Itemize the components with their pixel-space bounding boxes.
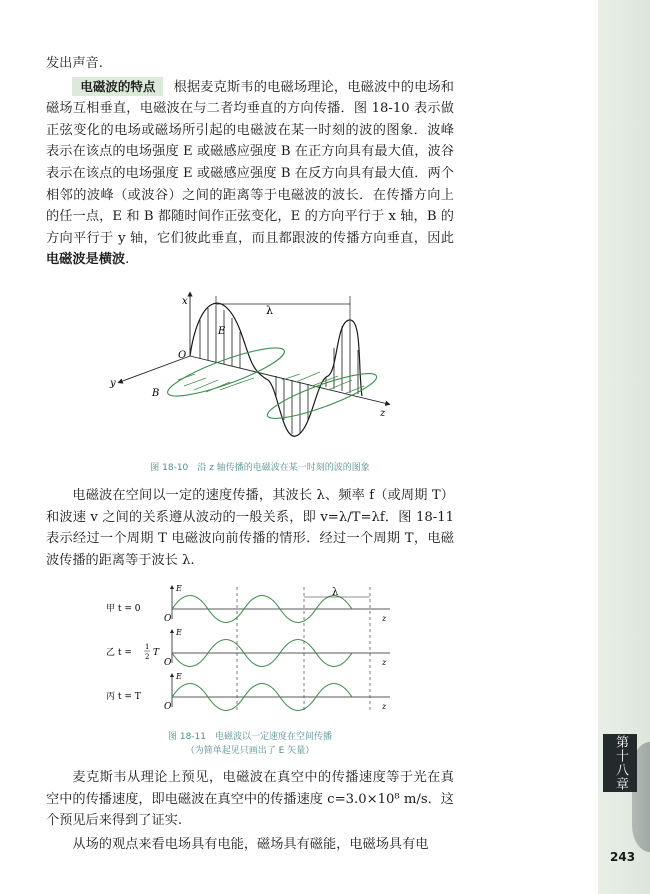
paragraph-text: 根据麦克斯韦的电磁场理论，电磁波中的电场和磁场互相垂直，电磁波在与二者均垂直的方向传播．图 18-10 表示做正弦变化的电场或磁场所引起的电磁波在某一时刻的波的图象．波峰表示在该点的电场强度 E 或磁感应强度 B 在正方向具有最大值，波谷表示在该点的电场强度 E 或磁感应强度 B 在反方向具有最大值．两个相邻的波峰（或波谷）之间的距离等于电磁波的波长．在传播方向上的任一点，E 和 B 都随时间作正弦变化，E 的方向平行于 x 轴，B 的方向平行于 y 轴，它们彼此垂直，而且都跟波的传播方向垂直，因此 [46, 79, 454, 246]
svg-text:z: z [382, 658, 387, 667]
axis-label-x: x [182, 296, 188, 307]
svg-text:2: 2 [145, 653, 150, 661]
paragraph-end: . [125, 252, 130, 268]
svg-text:z: z [382, 614, 387, 623]
row-thalfT-label-prefix: 乙 t = [106, 648, 132, 658]
paragraph-energy: 从场的观点来看电场具有电能，磁场具有磁能，电磁场具有电 [72, 836, 429, 852]
figure-18-11-caption-line2: （为简单起见只画出了 E 矢量） [185, 746, 315, 756]
text-block-middle [46, 485, 454, 571]
origin-label: O [178, 350, 187, 361]
paragraph-intro: 发出声音. [46, 56, 103, 71]
page-number: 243 [610, 850, 636, 864]
row-t0 [106, 585, 390, 624]
text-block-top [46, 53, 454, 271]
svg-text:E: E [176, 672, 182, 681]
magnetic-field-wave-2 [264, 366, 381, 426]
lambda-label: λ [266, 304, 273, 317]
text-block-bottom [46, 767, 454, 855]
axis-label-y: y [110, 378, 116, 389]
b-label: B [152, 388, 160, 399]
figure-18-11 [100, 585, 400, 715]
row-tT-label: 丙 t = T [106, 692, 141, 702]
svg-text:O: O [164, 658, 172, 668]
paragraph-em-wave-features [46, 77, 454, 271]
row-t0-label: 甲 t = 0 [106, 604, 141, 614]
row-thalfT [106, 628, 390, 668]
svg-text:E: E [176, 628, 182, 637]
paragraph-wave-speed: 电磁波在空间以一定的速度传播，其波长 λ、频率 f（或周期 T）和波速 v 之间的关系遵从波动的一般关系，即 v=λ/T=λf．图 18-11 表示经过一个周期 T 电磁波向前传播的情形．经过一个周期 T，电磁波传播的距离等于波长 λ. [46, 488, 454, 568]
figure-18-11-caption-line1: 图 18-11 电磁波以一定速度在空间传播 [167, 732, 332, 742]
axis-label-z: z [380, 408, 386, 419]
lambda-label: λ [332, 587, 339, 598]
svg-text:O: O [164, 614, 172, 624]
figure-18-10-caption: 图 18-10 沿 z 轴传播的电磁波在某一时刻的波的图象 [150, 463, 370, 473]
key-term: 电磁波是横波 [46, 252, 126, 268]
svg-text:z: z [382, 702, 387, 711]
figure-18-10 [100, 290, 400, 450]
row-tT [106, 672, 390, 712]
e-label: E [218, 326, 226, 337]
svg-text:O: O [164, 702, 172, 712]
section-label: 电磁波的特点 [72, 77, 163, 96]
svg-text:E: E [176, 585, 182, 593]
paragraph-light-speed: 麦克斯韦从理论上预见，电磁波在真空中的传播速度等于光在真空中的传播速度，即电磁波在真空中的传播速度 c=3.0×10⁸ m/s．这个预见后来得到了证实. [46, 770, 454, 829]
svg-text:T: T [153, 648, 160, 658]
chapter-tab: 第十八章 [603, 734, 637, 792]
svg-text:1: 1 [145, 643, 150, 651]
